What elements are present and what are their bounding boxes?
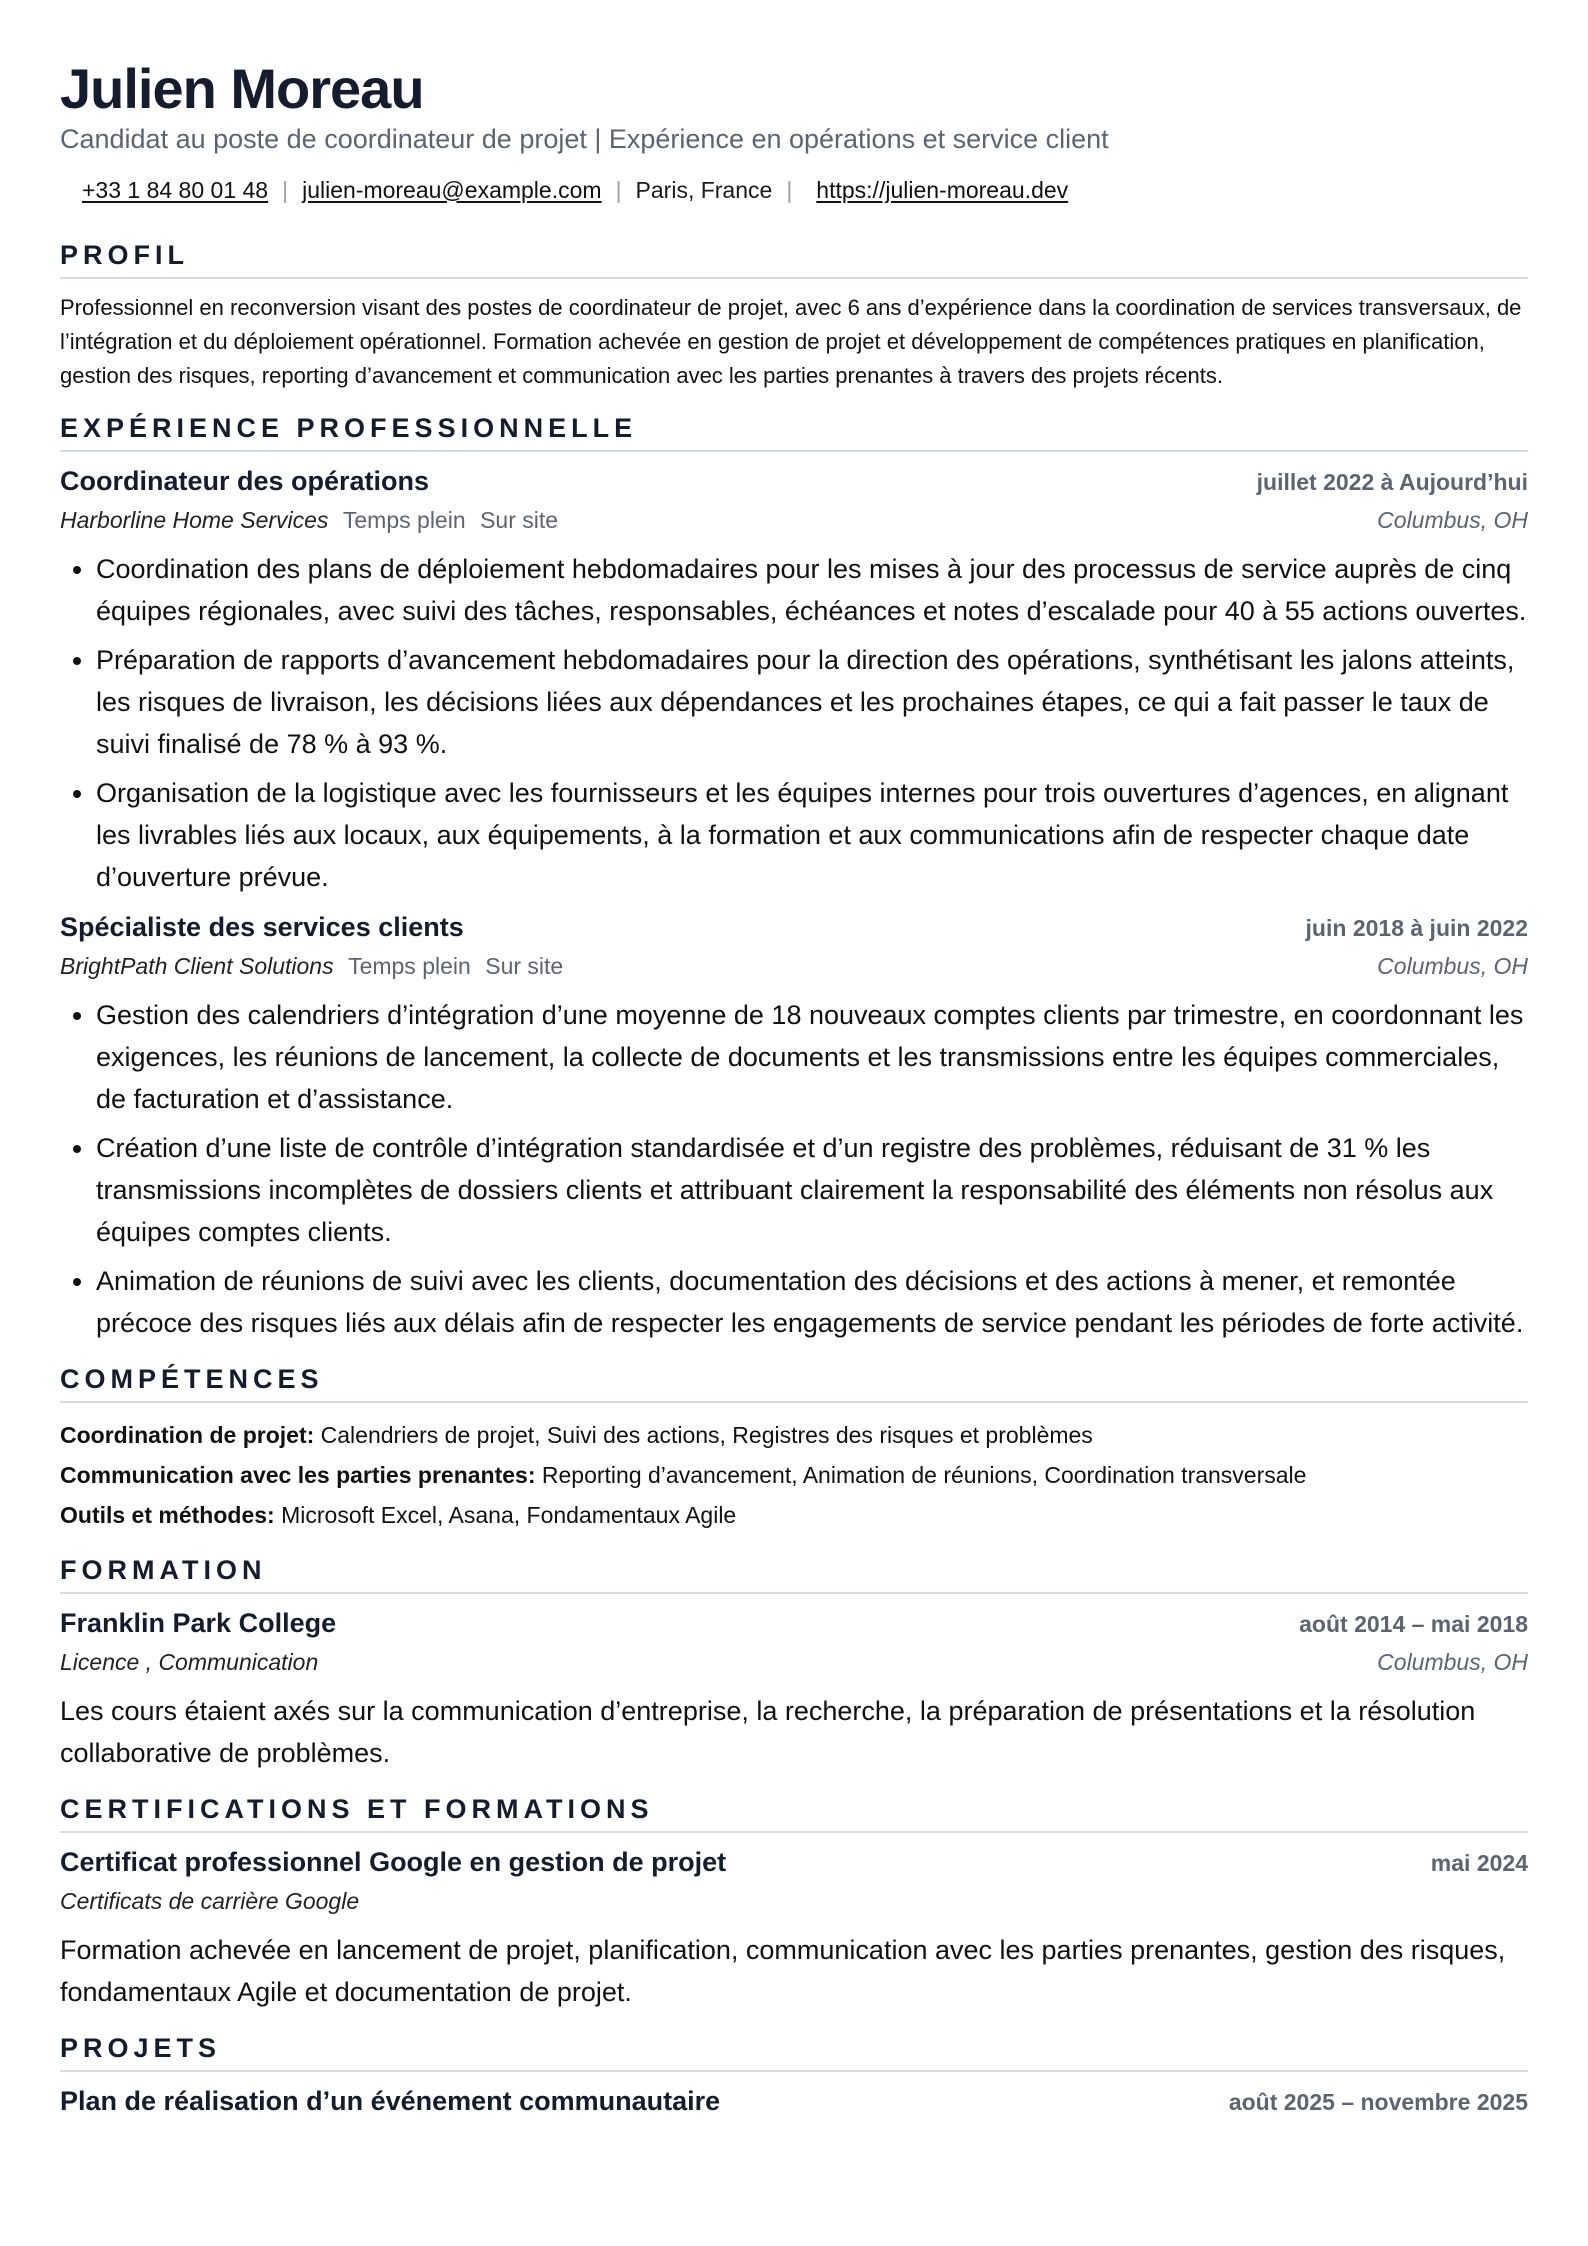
contact-separator: | [615, 176, 622, 203]
job-bullet: • Animation de réunions de suivi avec les clients, documentation des décisions et des actions à mener, et remontée précoce des risques liés aux délais afin de respecter les engagements de service pendant les périodes de forte activité. [96, 1260, 1528, 1344]
candidate-name: Julien Moreau [60, 57, 424, 120]
job-bullet: • Coordination des plans de déploiement hebdomadaires pour les mises à jour des processus de service auprès de cinq équipes régionales, avec suivi des tâches, responsables, échéances et notes d’escalade pour 40 à 55 actions ouvertes. [96, 548, 1528, 632]
project-entry [60, 2086, 1528, 2117]
job-type: Temps plein [342, 506, 466, 533]
certification-name: Certificat professionnel Google en gestion de projet [60, 1846, 727, 1877]
job-bullet: • Gestion des calendriers d’intégration d’une moyenne de 18 nouveaux comptes clients par trimestre, en coordonnant les exigences, les réunions de lancement, la collecte de documents et les transmissions entre les équipes commerciales, de facturation et d’assistance. [96, 994, 1528, 1120]
profile-section [60, 240, 1528, 393]
certification-issuer: Certificats de carrière Google [60, 1887, 360, 1914]
skill-line [60, 1415, 1528, 1455]
projects-section [60, 2033, 1528, 2117]
education-location: Columbus, OH [1377, 1648, 1528, 1675]
education-dates: août 2014 – mai 2018 [1299, 1610, 1528, 1637]
education-section [60, 1555, 1528, 1774]
contact-line [82, 177, 1528, 204]
education-degree: Licence , Communication [60, 1648, 319, 1675]
job-bullets [60, 548, 1528, 898]
skill-value: Calendriers de projet, Suivi des actions, Registres des risques et problèmes [320, 1421, 1093, 1448]
job-entry [60, 466, 1528, 898]
education-description: Les cours étaient axés sur la communication d’entreprise, la recherche, la préparation de présentations et la résolution collaborative de problèmes. [60, 1695, 1476, 1768]
job-location: Columbus, OH [1377, 506, 1528, 533]
job-type: Temps plein [348, 952, 471, 979]
job-role: Spécialiste des services clients [60, 911, 464, 942]
skills-section [60, 1364, 1528, 1535]
job-mode: Sur site [485, 952, 564, 979]
job-location: Columbus, OH [1377, 952, 1528, 979]
skill-line [60, 1495, 1528, 1535]
section-title-skills: COMPÉTENCES [60, 1364, 1528, 1403]
certification-entry [60, 1847, 1528, 2013]
job-company: Harborline Home Services [60, 506, 329, 533]
project-dates: août 2025 – novembre 2025 [1228, 2088, 1528, 2115]
job-role: Coordinateur des opérations [60, 465, 430, 496]
resume-header [60, 58, 1528, 204]
job-bullet: • Création d’une liste de contrôle d’intégration standardisée et d’un registre des problèmes, réduisant de 31 % les transmissions incomplètes de dossiers clients et attribuant clairement la responsabilité des éléments non résolus aux équipes comptes clients. [96, 1127, 1528, 1253]
job-bullet: • Organisation de la logistique avec les fournisseurs et les équipes internes pour trois ouvertures d’agences, en alignant les livrables liés aux locaux, aux équipements, à la formation et aux communications afin de respecter chaque date d’ouverture prévue. [96, 772, 1528, 898]
skill-value: Reporting d’avancement, Animation de réunions, Coordination transversale [541, 1461, 1307, 1488]
profile-text: Professionnel en reconversion visant des postes de coordinateur de projet, avec 6 ans d’expérience dans la coordination de services transversaux, de l’intégration et du déploiement opérationnel. Formation achevée en gestion de projet et développement de compétences pratiques en planification, gestion des risques, reporting d’avancement et communication avec les parties prenantes à travers des projets récents. [60, 294, 1522, 388]
job-dates: juin 2018 à juin 2022 [1305, 914, 1528, 941]
section-title-certifications: CERTIFICATIONS ET FORMATIONS [60, 1794, 1528, 1833]
phone-link[interactable]: +33 1 84 80 01 48 [82, 176, 269, 203]
skill-label: Communication avec les parties prenantes: [60, 1461, 536, 1488]
skill-line [60, 1455, 1528, 1495]
job-company: BrightPath Client Solutions [60, 952, 334, 979]
location-text: Paris, France [635, 176, 773, 203]
certification-description: Formation achevée en lancement de projet, planification, communication avec les parties prenantes, gestion des risques, fondamentaux Agile et documentation de projet. [60, 1934, 1506, 2007]
experience-section [60, 413, 1528, 1344]
school-name: Franklin Park College [60, 1607, 337, 1638]
skills-list [60, 1415, 1528, 1535]
certification-date: mai 2024 [1430, 1849, 1528, 1876]
skill-label: Outils et méthodes: [60, 1501, 275, 1528]
education-entry [60, 1608, 1528, 1774]
contact-separator: | [786, 176, 793, 203]
certifications-section [60, 1794, 1528, 2013]
contact-separator: | [282, 176, 289, 203]
job-bullets [60, 994, 1528, 1344]
section-title-experience: EXPÉRIENCE PROFESSIONNELLE [60, 413, 1528, 452]
job-bullet: • Préparation de rapports d’avancement hebdomadaires pour la direction des opérations, synthétisant les jalons atteints, les risques de livraison, les décisions liées aux dépendances et les prochaines étapes, ce qui a fait passer le taux de suivi finalisé de 78 % à 93 %. [96, 639, 1528, 765]
website-link[interactable]: https://julien-moreau.dev [816, 176, 1069, 203]
email-link[interactable]: julien-moreau@example.com [302, 176, 602, 203]
project-name: Plan de réalisation d’un événement communautaire [60, 2085, 721, 2116]
job-entry [60, 912, 1528, 1344]
candidate-headline: Candidat au poste de coordinateur de projet | Expérience en opérations et service client [60, 123, 1109, 154]
section-title-profile: PROFIL [60, 240, 1528, 279]
section-title-education: FORMATION [60, 1555, 1528, 1594]
section-title-projects: PROJETS [60, 2033, 1528, 2072]
skill-value: Microsoft Excel, Asana, Fondamentaux Agile [281, 1501, 737, 1528]
job-dates: juillet 2022 à Aujourd’hui [1256, 468, 1528, 495]
skill-label: Coordination de projet: [60, 1421, 315, 1448]
job-mode: Sur site [480, 506, 559, 533]
